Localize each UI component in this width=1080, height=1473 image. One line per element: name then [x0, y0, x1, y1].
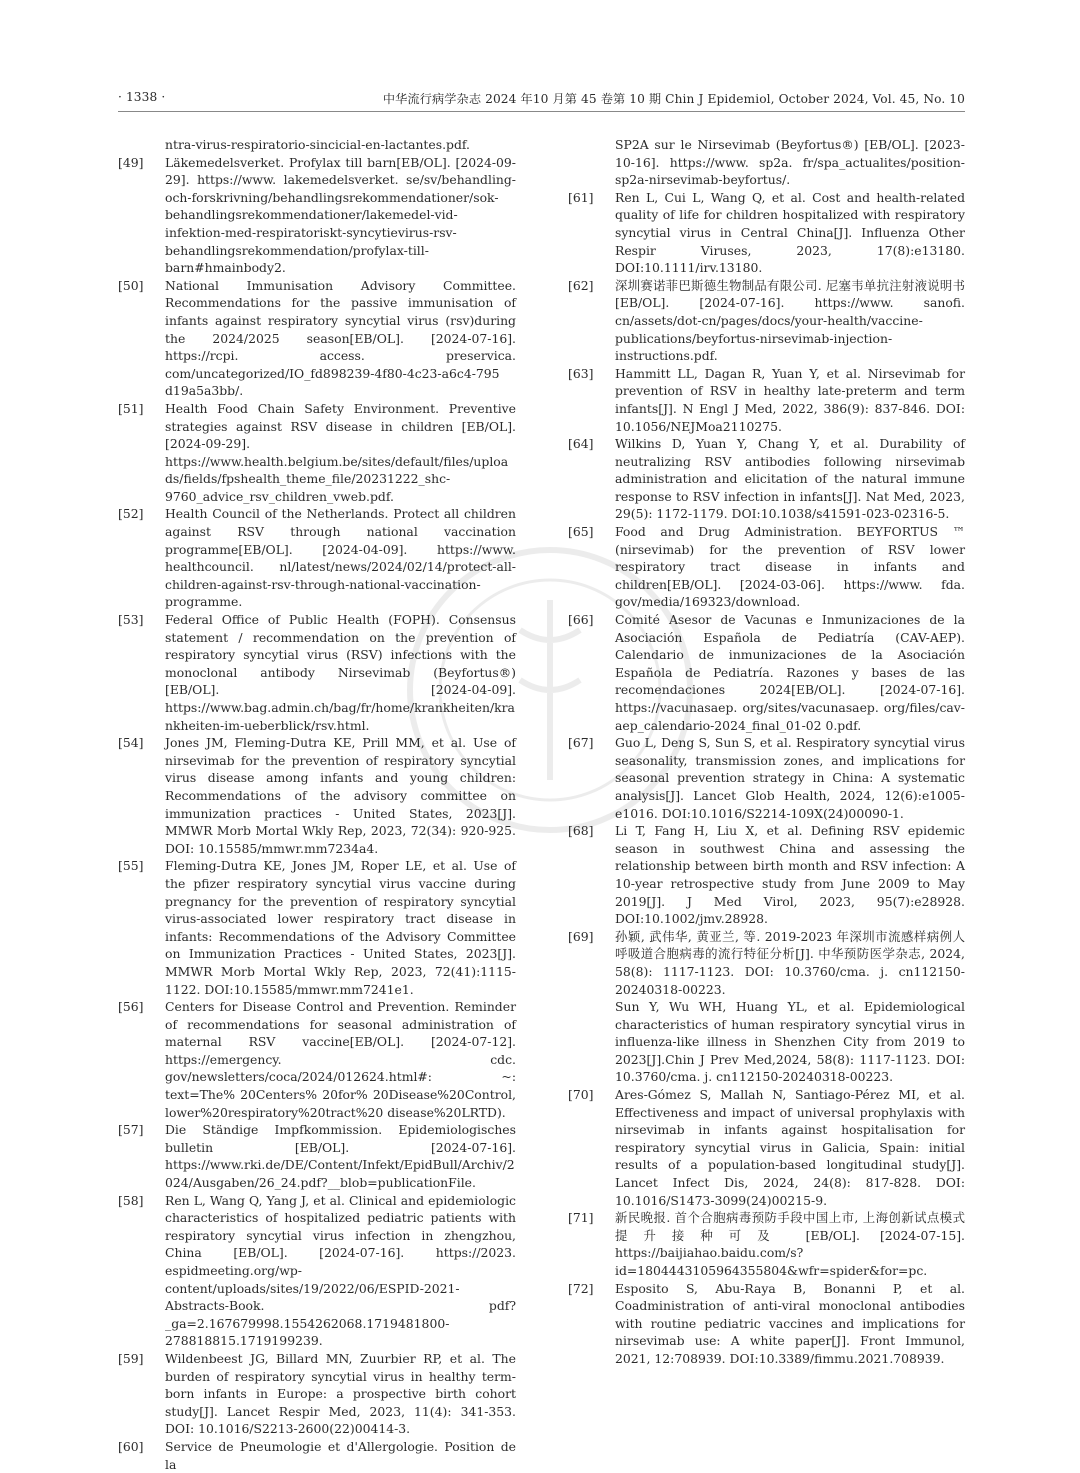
reference-entry	[118, 998, 516, 1121]
reference-entry	[568, 1280, 965, 1368]
reference-entry	[568, 611, 965, 734]
reference-entry	[118, 1192, 516, 1350]
reference-number: [51]	[118, 400, 144, 416]
reference-entry	[118, 857, 516, 998]
reference-entry	[568, 189, 965, 277]
reference-number: [58]	[118, 1192, 144, 1208]
reference-number: [69]	[568, 928, 594, 944]
reference-number: [59]	[118, 1350, 144, 1366]
reference-number: [72]	[568, 1280, 594, 1296]
reference-number: [54]	[118, 735, 144, 751]
reference-number: [55]	[118, 858, 144, 874]
reference-text: Health Food Chain Safety Environment. Preventive strategies against RSV disease in children [EB/OL]. [2024-09-29]. https://www.health.belgium.be/sites/default/files/uploads/fields/fpshealth_theme_file/20231222_shc-9760_advice_rsv_children_vweb.pdf.	[165, 400, 516, 504]
reference-number: [56]	[118, 999, 144, 1015]
page-number: · 1338 ·	[118, 90, 166, 104]
reference-entry	[568, 822, 965, 928]
reference-text: Hammitt LL, Dagan R, Yuan Y, et al. Nirsevimab for prevention of RSV in healthy late-preterm and term infants[J]. N Engl J Med, 2022, 386(9): 837-846. DOI: 10.1056/NEJMoa2110275.	[615, 365, 965, 434]
reference-text: Guo L, Deng S, Sun S, et al. Respiratory syncytial virus seasonality, transmission zones, and implications for seasonal prevention strategy in China: A systematic analysis[J]. Lancet Glob Health, 2024, 12(6):e1005-e1016. DOI:10.1016/S2214-109X(24)00090-1.	[615, 735, 965, 821]
reference-entry	[568, 277, 965, 365]
reference-number: [61]	[568, 189, 594, 205]
reference-number: [50]	[118, 277, 144, 293]
reference-number: [57]	[118, 1122, 144, 1138]
reference-text: Jones JM, Fleming-Dutra KE, Prill MM, et al. Use of nirsevimab for the prevention of respiratory syncytial virus disease among infants and young children: Recommendations of the advisory committee on immunization practices - United States, 2023[J]. MMWR Morb Mortal Wkly Rep, 2023, 72(34): 920-925. DOI: 10.15585/mmwr.mm7234a4.	[165, 735, 516, 856]
reference-text: SP2A sur le Nirsevimab (Beyfortus®) [EB/OL]. [2023-10-16]. https://www. sp2a. fr/spa_actualites/position-sp2a-nirsevimab-beyfortus/.	[615, 137, 965, 188]
reference-number: [67]	[568, 735, 594, 751]
reference-text: 新民晚报. 首个合胞病毒预防手段中国上市, 上海创新试点模式提升接种可及 [EB/OL]. [2024-07-15]. https://baijiahao.baidu.com/s?id=1804443105964355804&wfr=spider&for=pc.	[615, 1210, 965, 1278]
reference-text: 孙颖, 武伟华, 黄亚兰, 等. 2019-2023 年深圳市流感样病例人呼吸道合胞病毒的流行特征分析[J]. 中华预防医学杂志, 2024, 58(8): 1117-1123. DOI: 10.3760/cma. j. cn112150-20240318-00223.	[615, 928, 965, 997]
reference-text: Ren L, Cui L, Wang Q, et al. Cost and health-related quality of life for children hospitalized with respiratory syncytial virus in Central China[J]. Influenza Other Respir Viruses, 2023, 17(8):e13180. DOI:10.1111/irv.13180.	[615, 189, 965, 276]
reference-entry	[568, 734, 965, 822]
reference-entry	[568, 136, 965, 189]
reference-text: Health Council of the Netherlands. Protect all children against RSV through national vaccination programme[EB/OL]. [2024-04-09]. https://www. healthcouncil. nl/latest/news/2024/02/14/protect-all-children-against-rsv-through-national-vaccination-programme.	[165, 506, 516, 610]
reference-entry	[118, 400, 516, 506]
reference-entry	[568, 928, 965, 998]
reference-entry	[568, 365, 965, 435]
reference-text: ntra-virus-respiratorio-sincicial-en-lactantes.pdf.	[165, 137, 470, 152]
reference-text: Wilkins D, Yuan Y, Chang Y, et al. Durability of neutralizing RSV antibodies following nirsevimab administration and elicitation of the natural immune response to RSV infection in infants[J]. Nat Med, 2023, 29(5): 1172-1179. DOI:10.1038/s41591-023-02316-5.	[615, 436, 965, 522]
journal-citation-line: 中华流行病学杂志 2024 年10 月第 45 卷第 10 期 Chin J Epidemiol, October 2024, Vol. 45, No. 10	[382, 92, 965, 106]
reference-number: [52]	[118, 506, 144, 522]
reference-number: [49]	[118, 154, 144, 170]
references-right-column	[568, 136, 965, 1368]
reference-entry	[118, 277, 516, 400]
reference-text: Ares-Gómez S, Mallah N, Santiago-Pérez MI, et al. Effectiveness and impact of universal prophylaxis with nirsevimab in infants against hospitalisation for respiratory syncytial virus in Galicia, Spain: initial results of a population-based longitudinal study[J]. Lancet Infect Dis, 2024, 24(8): 817-828. DOI: 10.1016/S1473-3099(24)00215-9.	[615, 1087, 965, 1208]
reference-number: [65]	[568, 524, 594, 540]
reference-entry	[118, 1350, 516, 1438]
reference-entry	[118, 734, 516, 857]
reference-text: Comité Asesor de Vacunas e Inmunizaciones de la Asociación Española de Pediatría (CAV-AEP). Calendario de inmunizaciones de la Asociación Española de Pediatría. Razones y bases de las recomendaciones 2024[EB/OL]. [2024-07-16]. https://vacunasaep. org/sites/vacunasaep. org/files/cav-aep_calendario-2024_final_01-02 0.pdf.	[615, 612, 965, 733]
reference-number: [71]	[568, 1210, 594, 1226]
reference-number: [66]	[568, 612, 594, 628]
reference-number: [60]	[118, 1438, 144, 1454]
reference-text: 深圳赛诺菲巴斯德生物制品有限公司. 尼塞韦单抗注射液说明书 [EB/OL]. [2024-07-16]. https://www. sanofi. cn/assets/dot-cn/pages/docs/your-health/vaccine-publications/beyfortus-nirsevimab-injection-instructions.pdf.	[615, 277, 965, 364]
reference-number: [70]	[568, 1087, 594, 1103]
references-left-column	[118, 136, 516, 1473]
reference-text: Läkemedelsverket. Profylax till barn[EB/OL]. [2024-09-29]. https://www. lakemedelsverket. se/sv/behandling-och-forskrivning/behandlingsrekommendationer/sok-behandlingsrekommendationer/lakemedel-vid-infektion-med-respiratoriskt-syncytievirus-rsv-behandlingsrekommendation/profylax-till-barn#hmainbody2.	[165, 154, 516, 276]
reference-text: Centers for Disease Control and Prevention. Reminder of recommendations for seasonal administration of maternal RSV vaccine[EB/OL]. [2024-07-12]. https://emergency. cdc. gov/newsletters/coca/2024/012624.html#: ~: text=The% 20Centers% 20for% 20Disease%20Control, lower%20respiratory%20tract%20 disease%20LRTD).	[165, 999, 516, 1120]
reference-text: Food and Drug Administration. BEYFORTUS ™ (nirsevimab) for the prevention of RSV lower respiratory tract disease in infants and children[EB/OL]. [2024-03-06]. https://www. fda. gov/media/169323/download.	[615, 524, 965, 610]
reference-entry	[568, 523, 965, 611]
reference-text: Die Ständige Impfkommission. Epidemiologisches bulletin [EB/OL]. [2024-07-16]. https://www.rki.de/DE/Content/Infekt/EpidBull/Archiv/2024/Ausgaben/26_24.pdf?__blob=publicationFile.	[165, 1122, 516, 1191]
reference-number: [62]	[568, 277, 594, 293]
reference-entry	[118, 1121, 516, 1191]
reference-text: Ren L, Wang Q, Yang J, et al. Clinical and epidemiologic characteristics of hospitalized pediatric patients with respiratory syncytial virus infection in zhengzhou, China [EB/OL]. [2024-07-16]. https://2023. espidmeeting.org/wp-content/uploads/sites/19/2022/06/ESPID-2021-Abstracts-Book. pdf? _ga=2.167679998.1554262068.1719481800-278818815.1719199239.	[165, 1192, 516, 1349]
reference-entry	[118, 136, 516, 154]
reference-text: Federal Office of Public Health (FOPH). Consensus statement / recommendation on the prevention of respiratory syncytial virus (RSV) infections with the monoclonal antibody Nirsevimab (Beyfortus®) [EB/OL]. [2024-04-09]. https://www.bag.admin.ch/bag/fr/home/krankheiten/krankheiten-im-ueberblick/rsv.html.	[165, 612, 516, 733]
reference-entry	[118, 505, 516, 611]
reference-entry	[568, 1209, 965, 1279]
reference-text: Wildenbeest JG, Billard MN, Zuurbier RP, et al. The burden of respiratory syncytial virus in healthy term-born infants in Europe: a prospective birth cohort study[J]. Lancet Respir Med, 2023, 11(4): 341-353. DOI: 10.1016/S2213-2600(22)00414-3.	[165, 1350, 516, 1437]
header-divider	[118, 111, 965, 112]
reference-entry	[118, 1438, 516, 1473]
reference-text: Esposito S, Abu-Raya B, Bonanni P, et al. Coadministration of anti-viral monoclonal antibodies with routine pediatric vaccines and implications for nirsevimab use: A white paper[J]. Front Immunol, 2021, 12:708939. DOI:10.3389/fimmu.2021.708939.	[615, 1280, 965, 1366]
reference-number: [53]	[118, 612, 144, 628]
reference-entry	[568, 998, 965, 1086]
reference-number: [68]	[568, 823, 594, 839]
reference-number: [63]	[568, 365, 594, 381]
reference-number: [64]	[568, 436, 594, 452]
reference-text: Sun Y, Wu WH, Huang YL, et al. Epidemiological characteristics of human respiratory syncytial virus in influenza-like illness in Shenzhen City from 2019 to 2023[J].Chin J Prev Med,2024, 58(8): 1117-1123. DOI: 10.3760/cma. j. cn112150-20240318-00223.	[615, 999, 965, 1085]
reference-entry	[118, 611, 516, 734]
reference-text: National Immunisation Advisory Committee. Recommendations for the passive immunisation of infants against respiratory syncytial virus (rsv)during the 2024/2025 season[EB/OL]. [2024-07-16]. https://rcpi. access. preservica. com/uncategorized/IO_fd898239-4f80-4c23-a6c4-795 d19a5a3bb/.	[165, 277, 516, 399]
page-header	[118, 86, 965, 110]
reference-entry	[118, 154, 516, 277]
reference-text: Service de Pneumologie et d'Allergologie. Position de la	[165, 1438, 516, 1472]
reference-entry	[568, 1086, 965, 1209]
reference-entry	[568, 435, 965, 523]
reference-text: Fleming-Dutra KE, Jones JM, Roper LE, et al. Use of the pfizer respiratory syncytial virus vaccine during pregnancy for the prevention of respiratory syncytial virus-associated lower respiratory tract disease in infants: Recommendations of the Advisory Committee on Immunization Practices - United States, 2023[J]. MMWR Morb Mortal Wkly Rep, 2023, 72(41):1115-1122. DOI:10.15585/mmwr.mm7241e1.	[165, 858, 516, 997]
reference-text: Li T, Fang H, Liu X, et al. Defining RSV epidemic season in southwest China and assessing the relationship between birth month and RSV infection: A 10-year retrospective study from June 2009 to May 2019[J]. J Med Virol, 2023, 95(7):e28928. DOI:10.1002/jmv.28928.	[615, 823, 965, 927]
